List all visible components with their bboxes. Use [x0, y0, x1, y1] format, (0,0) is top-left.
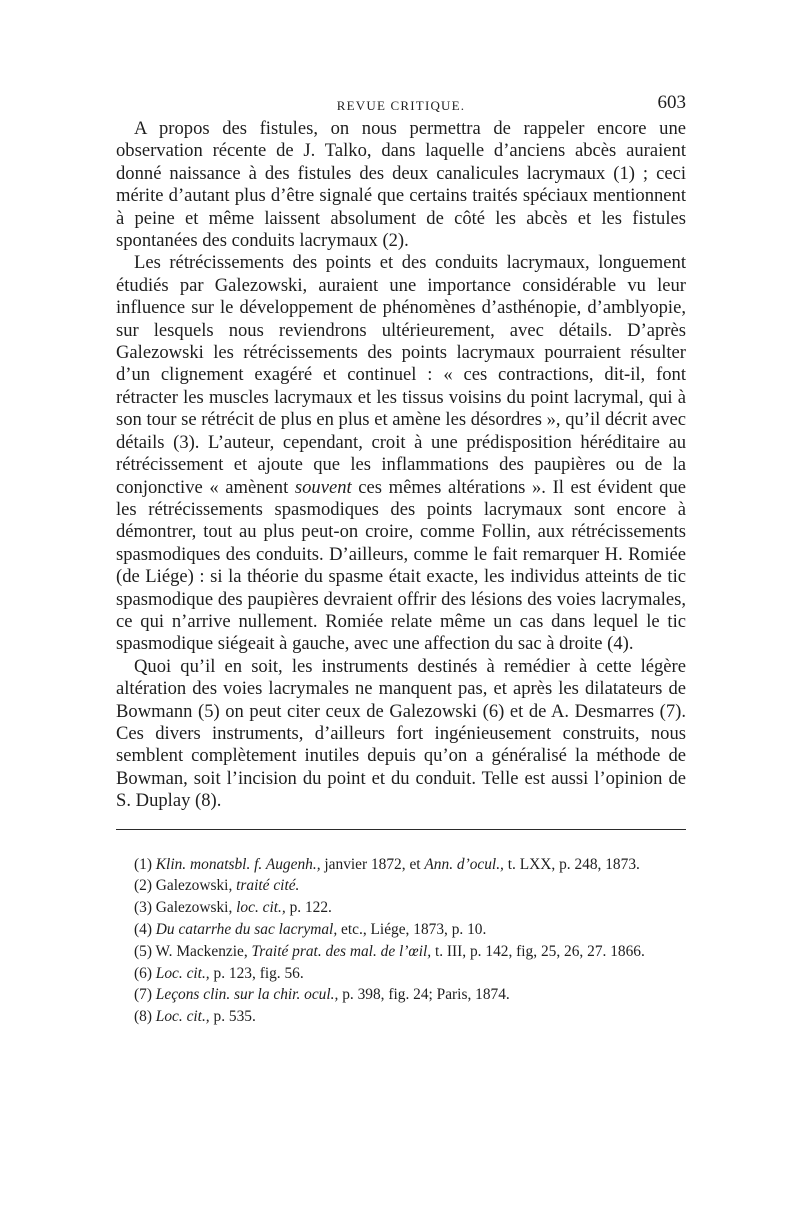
text-run: p. 535. — [209, 1008, 256, 1026]
footnote-8 — [116, 1006, 686, 1028]
footnote-1 — [116, 854, 686, 876]
text-run: janvier 1872, et — [320, 855, 425, 873]
text-run: (4) — [134, 920, 156, 938]
text-run: ces mêmes altérations ». Il est évident que les rétrécissements spasmodiques des points lacrymaux sont encore à démontrer, tout au plus peut-on croire, comme Follin, aux rétrécissements spasmodiques des conduits. D’ailleurs, comme le fait remarquer H. Romiée (de Liége) : si la théorie du spasme était exacte, les individus atteints de tic spasmodique des paupières devraient offrir des lésions des voies lacrymales, ce qui n’arrive nullement. Romiée relate même un cas dans lequel le tic spasmodique siégeait à gauche, avec une affection du sac à droite (4). — [116, 476, 686, 655]
italic-text-run: loc. cit., — [236, 899, 286, 917]
italic-text-run: Ann. d’ocul., — [424, 855, 504, 873]
text-run: p. 122. — [285, 899, 332, 917]
italic-text-run: Leçons clin. sur la chir. ocul., — [155, 986, 339, 1004]
text-run: p. 123, fig. 56. — [209, 964, 304, 982]
italic-text-run: traité cité. — [236, 877, 300, 895]
italic-text-run: Traité prat. des mal. de l’œil, — [251, 942, 432, 960]
text-run: etc., Liége, 1873, p. 10. — [337, 920, 487, 938]
footnotes — [116, 854, 686, 1028]
paragraph-instruments — [116, 656, 686, 813]
footnote-7 — [116, 984, 686, 1006]
text-run: (3) Galezowski, — [134, 899, 237, 917]
italic-text-run: Klin. monatsbl. f. Augenh., — [155, 855, 321, 873]
text-run: Quoi qu’il en soit, les instruments destinés à remédier à cette légère altération des voies lacrymales ne manquent pas, et après les dilatateurs de Bowmann (5) on peut citer ceux de Galezowski (6) et de A. Desmarres (7). Ces divers instruments, d’ailleurs fort ingénieusement construits, nous semblent complètement inutiles depuis qu’on a généralisé la méthode de Bowman, soit l’incision du point et du conduit. Telle est aussi l’opinion de S. Duplay (8). — [116, 655, 686, 812]
page — [116, 92, 686, 1028]
page-number: 603 — [657, 92, 686, 113]
italic-text-run: Loc. cit., — [155, 964, 210, 982]
running-title: REVUE CRITIQUE. — [336, 98, 466, 113]
italic-text-run: Loc. cit., — [155, 1008, 210, 1026]
text-run: A propos des fistules, on nous permettra de rappeler encore une observation récente de J. Talko, dans laquelle d’anciens abcès auraient donné naissance à des fistules des deux canalicules lacrymaux (1) ; ceci mérite d’autant plus d’être signalé que certains traités spéciaux mentionnent à peine et même laissent absolument de côté les abcès et les fistules spontanées des conduits lacrymaux (2). — [116, 118, 686, 252]
italic-text-run: souvent — [294, 476, 352, 498]
text-run: (8) — [134, 1008, 156, 1026]
paragraph-fistules — [116, 118, 686, 252]
footnote-4 — [116, 919, 686, 941]
italic-text-run: Du catarrhe du sac lacrymal, — [155, 920, 338, 938]
body-text — [116, 118, 686, 813]
footnote-2 — [116, 875, 686, 897]
footnote-separator — [116, 829, 686, 830]
text-run: t. III, p. 142, fig, 25, 26, 27. 1866. — [431, 942, 645, 960]
text-run: t. LXX, p. 248, 1873. — [503, 855, 640, 873]
paragraph-retrecissements — [116, 252, 686, 655]
text-run: p. 398, fig. 24; Paris, 1874. — [338, 986, 510, 1004]
footnote-5 — [116, 941, 686, 963]
text-run: Les rétrécissements des points et des conduits lacrymaux, longuement étudiés par Galezowski, auraient une importance considérable vu leur influence sur le développement de phénomènes d’asthénopie, d’amblyopie, sur lesquels nous reviendrons ultérieurement, avec détails. D’après Galezowski les rétrécissements des points lacrymaux pourraient résulter d’un clignement exagéré et continuel : « ces contractions, dit-il, font rétracter les muscles lacrymaux et les tissus voisins du point lacrymal, qui à son tour se rétrécit de plus en plus et amène les désordres », qu’il décrit avec détails (3). L’auteur, cependant, croit à une prédisposition héréditaire au rétrécissement et ajoute que les inflammations des paupières ou de la conjonctive « amènent — [116, 252, 687, 498]
text-run: (2) Galezowski, — [134, 877, 237, 895]
text-run: (5) W. Mackenzie, — [134, 942, 252, 960]
footnote-3 — [116, 897, 686, 919]
running-head — [116, 92, 686, 118]
text-run: (1) — [134, 855, 156, 873]
text-run: (7) — [134, 986, 156, 1004]
footnote-6 — [116, 963, 686, 985]
text-run: (6) — [134, 964, 156, 982]
